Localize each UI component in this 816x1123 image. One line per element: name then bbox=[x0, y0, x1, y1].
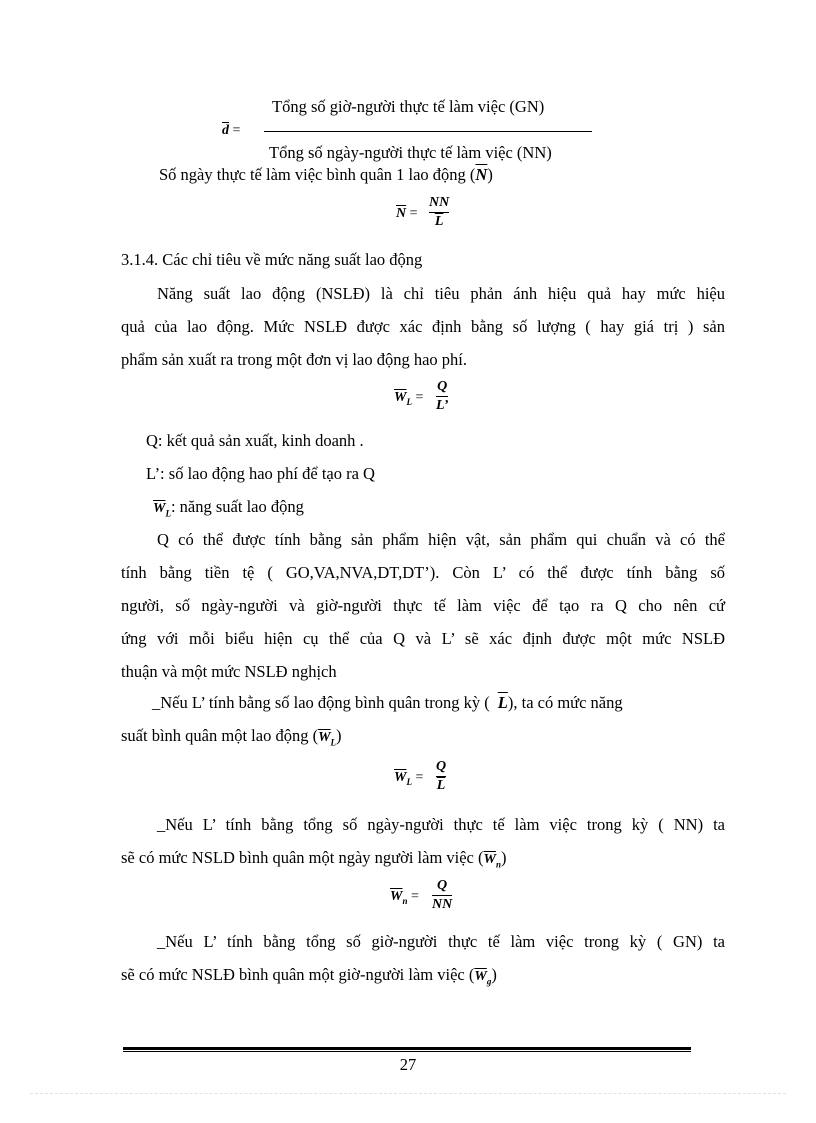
para2-line: người, số ngày-người và giờ-người thực tế làm việc để tạo ra Q cho nên cứ bbox=[121, 596, 725, 615]
para5-text: sẽ có mức NSLĐ bình quân một giờ-người làm việc ( bbox=[121, 965, 475, 984]
para3-line-2 bbox=[121, 726, 342, 752]
average-days-text: Số ngày thực tế làm việc bình quân 1 lao động ( bbox=[159, 165, 476, 184]
para2-line: ứng với mỗi biểu hiện cụ thể của Q và L’ sẽ xác định được một mức NSLĐ bbox=[121, 629, 725, 648]
formula-d-numerator: Tổng số giờ-người thực tế làm việc (GN) bbox=[272, 97, 545, 116]
definition-w-symbol: $\overline{W}$ bbox=[153, 501, 166, 516]
formula-wl-2-lhs: $\overline{W}$ bbox=[394, 770, 407, 785]
formula-d-lhs: $\overline{d}$ bbox=[222, 123, 229, 138]
formula-wl-1-lhs: $\overline{W}$ bbox=[394, 390, 407, 405]
para1-line: phẩm sản xuất ra trong một đơn vị lao động hao phí. bbox=[121, 350, 468, 369]
formula-n-lhs: $\overline{N}$ bbox=[396, 206, 407, 221]
formula-wl-1-numerator: Q bbox=[437, 379, 448, 394]
formula-wl-2-sub: L bbox=[406, 776, 412, 787]
definition-w-text: : năng suất lao động bbox=[170, 497, 304, 516]
para4-w-sub: n bbox=[495, 859, 501, 870]
formula-wl-2-fraction bbox=[436, 759, 446, 794]
definition-w-sub: L bbox=[165, 508, 171, 519]
para5-line-2 bbox=[121, 965, 497, 991]
para5-line: _Nếu L’ tính bằng tổng số giờ-người thực tế làm việc trong kỳ ( GN) ta bbox=[157, 932, 725, 951]
definition-l: L’: số lao động hao phí để tạo ra Q bbox=[146, 464, 375, 483]
average-days-symbol: $\overline{N}$ bbox=[475, 165, 488, 184]
para4-line-2 bbox=[121, 848, 506, 874]
fraction-bar bbox=[429, 212, 449, 213]
formula-wn-lhs: $\overline{W}$ bbox=[390, 889, 403, 904]
para4-line: _Nếu L’ tính bằng tổng số ngày-người thực tế làm việc trong kỳ ( NN) ta bbox=[157, 815, 725, 834]
para1-line: Năng suất lao động (NSLĐ) là chỉ tiêu phản ánh hiệu quả hay mức hiệu bbox=[157, 284, 725, 303]
formula-wl-2-denominator: L bbox=[436, 778, 446, 793]
section-heading: 3.1.4. Các chỉ tiêu về mức năng suất lao động bbox=[121, 250, 423, 269]
formula-wn-sub: n bbox=[402, 895, 408, 906]
formula-wl-1-sub: L bbox=[406, 396, 412, 407]
close-paren: ) bbox=[500, 848, 507, 867]
para2-line: tính bằng tiền tệ ( GO,VA,NVA,DT,DT’). Còn L’ có thể được tính bằng số bbox=[121, 563, 725, 582]
para4-w-symbol: $\overline{W}$ bbox=[483, 852, 496, 867]
para5-w-symbol: $\overline{W}$ bbox=[474, 969, 487, 984]
para2-line: thuận và một mức NSLĐ nghịch bbox=[121, 662, 337, 681]
formula-n-denominator: L bbox=[434, 214, 444, 229]
para2-line: Q có thể được tính bằng sản phẩm hiện vật, sản phẩm qui chuẩn và có thể bbox=[157, 530, 725, 549]
fraction-bar bbox=[436, 396, 448, 397]
para3-w-sub: L bbox=[330, 737, 337, 748]
para1-line: quả của lao động. Mức NSLĐ được xác định bằng số lượng ( hay giá trị ) sản bbox=[121, 317, 725, 336]
definition-w bbox=[153, 497, 304, 523]
para4-text: sẽ có mức NSLD bình quân một ngày người làm việc ( bbox=[121, 848, 484, 867]
formula-wl-1-fraction bbox=[436, 379, 448, 414]
formula-wn-denominator: NN bbox=[432, 897, 453, 912]
formula-n-equals: = bbox=[409, 206, 418, 221]
close-paren: ) bbox=[336, 726, 342, 745]
formula-wn-equals: = bbox=[410, 889, 419, 904]
formula-wl-2-equals: = bbox=[415, 770, 424, 785]
formula-wl-2-numerator: Q bbox=[436, 759, 447, 774]
para3-w-symbol: $\overline{W}$ bbox=[318, 730, 331, 745]
para3-text: suất bình quân một lao động ( bbox=[121, 726, 319, 745]
page-edge-dashes bbox=[30, 1093, 786, 1094]
average-days-line bbox=[159, 165, 493, 185]
close-paren: ) bbox=[487, 165, 493, 184]
formula-n-fraction bbox=[429, 195, 449, 230]
fraction-bar bbox=[264, 131, 592, 132]
para3-text: _Nếu L’ tính bằng số lao động bình quân trong kỳ ( bbox=[152, 693, 490, 712]
fraction-bar bbox=[436, 776, 446, 777]
definition-q: Q: kết quả sản xuất, kinh doanh . bbox=[146, 431, 364, 450]
close-paren: ) bbox=[491, 965, 497, 984]
formula-n-numerator: NN bbox=[429, 195, 450, 210]
footer-rule-thin bbox=[123, 1051, 691, 1052]
page-number: 27 bbox=[399, 1055, 417, 1074]
formula-wl-1-equals: = bbox=[415, 390, 424, 405]
formula-d-denominator: Tổng số ngày-người thực tế làm việc (NN) bbox=[269, 143, 552, 162]
formula-d-equals: = bbox=[232, 123, 241, 138]
fraction-bar bbox=[432, 895, 452, 896]
para3-text-end: ), ta có mức năng bbox=[507, 693, 623, 712]
formula-wn-fraction bbox=[432, 878, 452, 913]
formula-wl-1-denominator: L’ bbox=[436, 398, 449, 413]
para5-w-sub: g bbox=[486, 976, 492, 987]
para3-line bbox=[152, 693, 725, 713]
formula-wn-numerator: Q bbox=[437, 878, 448, 893]
para3-l-symbol: $\overline{L}$ bbox=[497, 693, 508, 712]
footer-rule-thick bbox=[123, 1047, 691, 1050]
